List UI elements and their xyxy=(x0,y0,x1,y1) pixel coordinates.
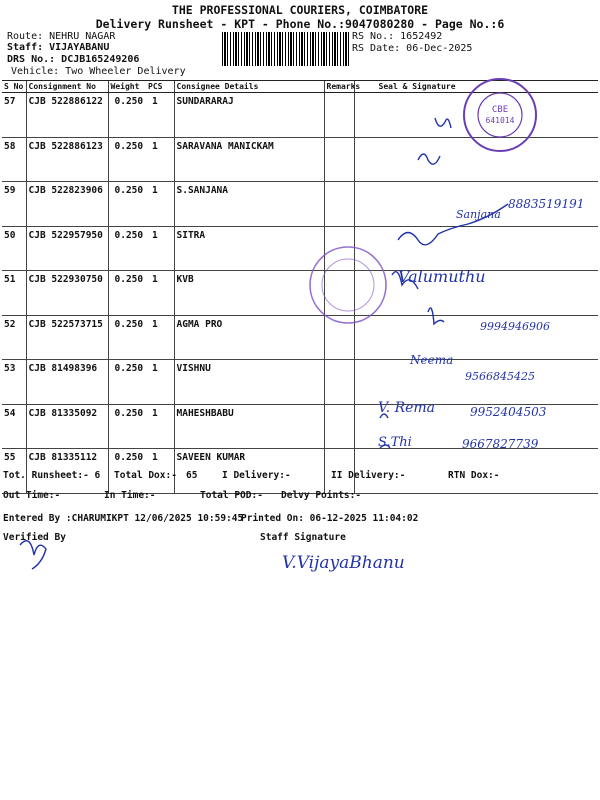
out-time: Out Time:- xyxy=(3,490,61,501)
drs-number: DRS No.: DCJB165249206 xyxy=(7,54,140,65)
row-pcs: 1 xyxy=(146,182,174,227)
route-label: Route: NEHRU NAGAR xyxy=(7,31,116,42)
row-pcs: 1 xyxy=(146,93,174,138)
row-sno: 50 xyxy=(2,226,26,271)
row-consignment: CJB 522573715 xyxy=(26,315,108,360)
row-pcs: 1 xyxy=(146,404,174,449)
total-dox-value: 65 xyxy=(186,470,198,481)
row-sno: 55 xyxy=(2,449,26,494)
staff-signature-label: Staff Signature xyxy=(260,532,346,543)
col-consignee: Consignee Details xyxy=(174,81,324,93)
rs-date: RS Date: 06-Dec-2025 xyxy=(352,43,473,54)
hw-row55-phone: 9667827739 xyxy=(462,437,539,451)
row-consignee: MAHESHBABU xyxy=(174,404,324,449)
row-consignment: CJB 81335092 xyxy=(26,404,108,449)
row-consignment: CJB 522930750 xyxy=(26,271,108,316)
row-consignee: SUNDARARAJ xyxy=(174,93,324,138)
row-weight: 0.250 xyxy=(108,360,146,405)
hw-row54-sig: V. Rema xyxy=(378,400,436,416)
row-sno: 51 xyxy=(2,271,26,316)
row-weight: 0.250 xyxy=(108,449,146,494)
delvy-points: Delvy Points:- xyxy=(281,490,362,501)
row-sno: 58 xyxy=(2,137,26,182)
row-weight: 0.250 xyxy=(108,271,146,316)
hw-staff-sig: V.VijayaBhanu xyxy=(282,553,405,573)
row-pcs: 1 xyxy=(146,360,174,405)
hw-row53-name: Neema xyxy=(410,353,454,367)
in-time: In Time:- xyxy=(104,490,156,501)
row-pcs: 1 xyxy=(146,226,174,271)
tot-runsheet: Tot. Runsheet:- 6 xyxy=(3,470,101,481)
row-weight: 0.250 xyxy=(108,93,146,138)
rs-number: RS No.: 1652492 xyxy=(352,31,443,42)
row-consignment: CJB 81335112 xyxy=(26,449,108,494)
row-consignee: KVB xyxy=(174,271,324,316)
row-sno: 53 xyxy=(2,360,26,405)
runsheet-title: Delivery Runsheet - KPT - Phone No.:9047080280 - Page No.:6 xyxy=(95,17,505,31)
row-consignee: VISHNU xyxy=(174,360,324,405)
row-weight: 0.250 xyxy=(108,182,146,227)
row-pcs: 1 xyxy=(146,449,174,494)
row-pcs: 1 xyxy=(146,271,174,316)
rtn-dox: RTN Dox:- xyxy=(448,470,500,481)
col-sno: S No xyxy=(2,81,26,93)
col-remarks: Remarks xyxy=(324,81,354,93)
signature-marks xyxy=(20,118,508,569)
company-stamp xyxy=(464,79,536,151)
hw-row53-phone: 9566845425 xyxy=(465,370,535,383)
row-consignment: CJB 522886122 xyxy=(26,93,108,138)
row-sno: 59 xyxy=(2,182,26,227)
hw-row52-phone: 9994946906 xyxy=(480,320,550,333)
row-sno: 52 xyxy=(2,315,26,360)
row-weight: 0.250 xyxy=(108,226,146,271)
row-consignment: CJB 522957950 xyxy=(26,226,108,271)
hw-row54-phone: 9952404503 xyxy=(470,405,547,419)
col-pcs: PCS xyxy=(146,81,174,93)
row-consignment: CJB 522823906 xyxy=(26,182,108,227)
total-dox-label: Total Dox:- xyxy=(114,470,177,481)
hw-row59-name: Sanjana xyxy=(456,208,501,221)
row-pcs: 1 xyxy=(146,137,174,182)
row-consignee: S.SANJANA xyxy=(174,182,324,227)
col-seal: Seal & Signature xyxy=(354,81,598,93)
row-weight: 0.250 xyxy=(108,315,146,360)
row-pcs: 1 xyxy=(146,315,174,360)
verified-by: Verified By xyxy=(3,532,66,543)
col-consignment: Consignment No xyxy=(26,81,108,93)
stamp-text-2: 641014 xyxy=(485,116,515,125)
row-weight: 0.250 xyxy=(108,404,146,449)
entered-by: Entered By :CHARUMIKPT 12/06/2025 10:59:45 xyxy=(3,513,244,524)
hw-row51-sig: Valumuthu xyxy=(398,267,486,286)
i-delivery: I Delivery:- xyxy=(222,470,291,481)
vehicle-label: Vehicle: Two Wheeler Delivery xyxy=(11,66,186,77)
row-consignment: CJB 522886123 xyxy=(26,137,108,182)
row-consignee: SAVEEN KUMAR xyxy=(174,449,324,494)
row-consignee: SARAVANA MANICKAM xyxy=(174,137,324,182)
row-consignee: AGMA PRO xyxy=(174,315,324,360)
stamp-text-1: CBE xyxy=(491,105,509,115)
row-sno: 54 xyxy=(2,404,26,449)
hw-row55-sig: S.Thi xyxy=(378,435,412,450)
row-weight: 0.250 xyxy=(108,137,146,182)
row-sno: 57 xyxy=(2,93,26,138)
ii-delivery: II Delivery:- xyxy=(331,470,406,481)
col-weight: Weight xyxy=(108,81,146,93)
total-pod: Total POD:- xyxy=(200,490,263,501)
row-consignee: SITRA xyxy=(174,226,324,271)
row-consignment: CJB 81498396 xyxy=(26,360,108,405)
faded-stamp xyxy=(310,247,386,323)
staff-label: Staff: VIJAYABANU xyxy=(7,42,110,53)
printed-on: Printed On: 06-12-2025 11:04:02 xyxy=(241,513,419,524)
hw-row59-phone: 8883519191 xyxy=(508,197,585,211)
company-title: THE PROFESSIONAL COURIERS, COIMBATORE xyxy=(171,3,429,17)
